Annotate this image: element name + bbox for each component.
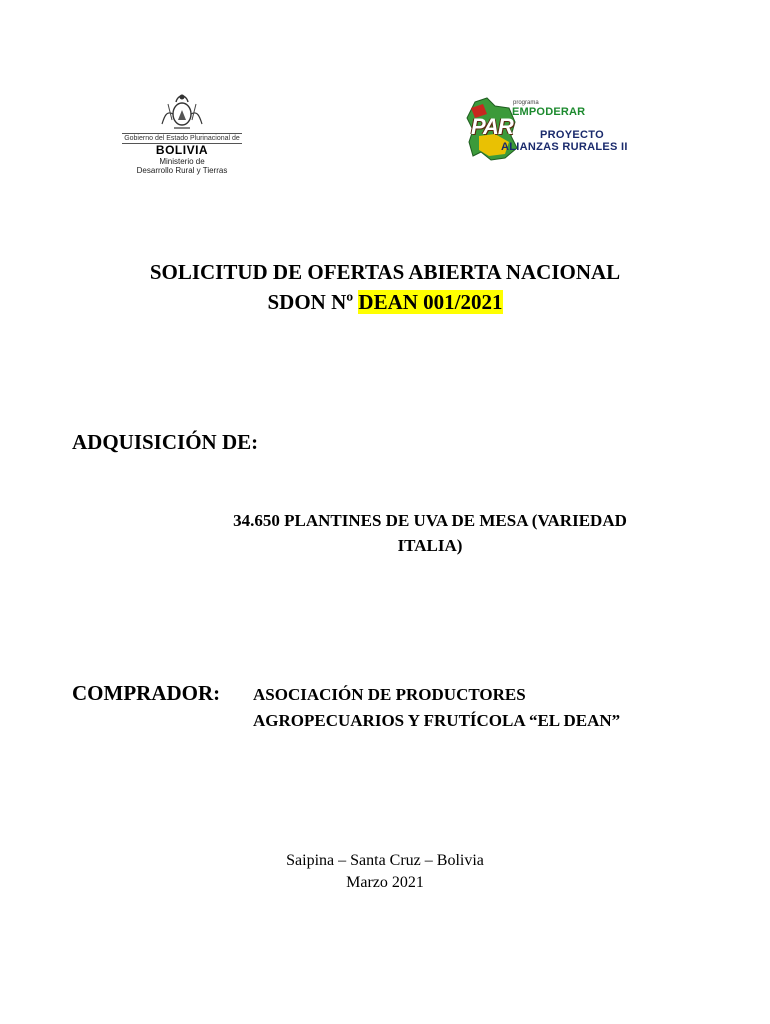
sdon-prefix: SDON Nº <box>267 290 359 314</box>
par-project-logo <box>465 96 645 164</box>
proyecto-label: PROYECTO <box>540 129 604 141</box>
acquisition-item-line-1: 34.650 PLANTINES DE UVA DE MESA (VARIEDAD <box>233 511 627 530</box>
buyer-name-line-2: AGROPECUARIOS Y FRUTÍCOLA “EL DEAN” <box>253 711 621 730</box>
ministry-line-1: Ministerio de <box>159 157 205 166</box>
buyer-name-line-1: ASOCIACIÓN DE PRODUCTORES <box>253 685 526 704</box>
footer-location: Saipina – Santa Cruz – Bolivia <box>286 852 484 869</box>
buyer-label: COMPRADOR: <box>72 681 221 705</box>
alianzas-label: ALIANZAS RURALES II <box>501 141 628 153</box>
document-title-line-2 <box>0 287 770 317</box>
document-footer <box>0 850 770 894</box>
program-small-label: programa <box>513 100 539 106</box>
sdon-number-highlight: DEAN 001/2021 <box>358 290 503 314</box>
ministry-line-2: Desarrollo Rural y Tierras <box>136 166 228 175</box>
bolivia-ministry-logo <box>122 90 242 175</box>
empoderar-label: EMPODERAR <box>512 106 586 118</box>
country-name: BOLIVIA <box>155 143 209 157</box>
acquisition-label: ADQUISICIÓN DE: <box>72 430 259 454</box>
government-line: Gobierno del Estado Plurinacional de <box>122 133 242 144</box>
footer-date: Marzo 2021 <box>346 874 424 891</box>
document-title-line-1: SOLICITUD DE OFERTAS ABIERTA NACIONAL <box>149 260 621 284</box>
acquisition-item-line-2: ITALIA) <box>397 536 463 555</box>
par-mark: PAR <box>471 114 513 139</box>
coat-of-arms-icon <box>160 90 204 132</box>
acquisition-item <box>170 508 690 558</box>
buyer-name <box>253 682 620 734</box>
